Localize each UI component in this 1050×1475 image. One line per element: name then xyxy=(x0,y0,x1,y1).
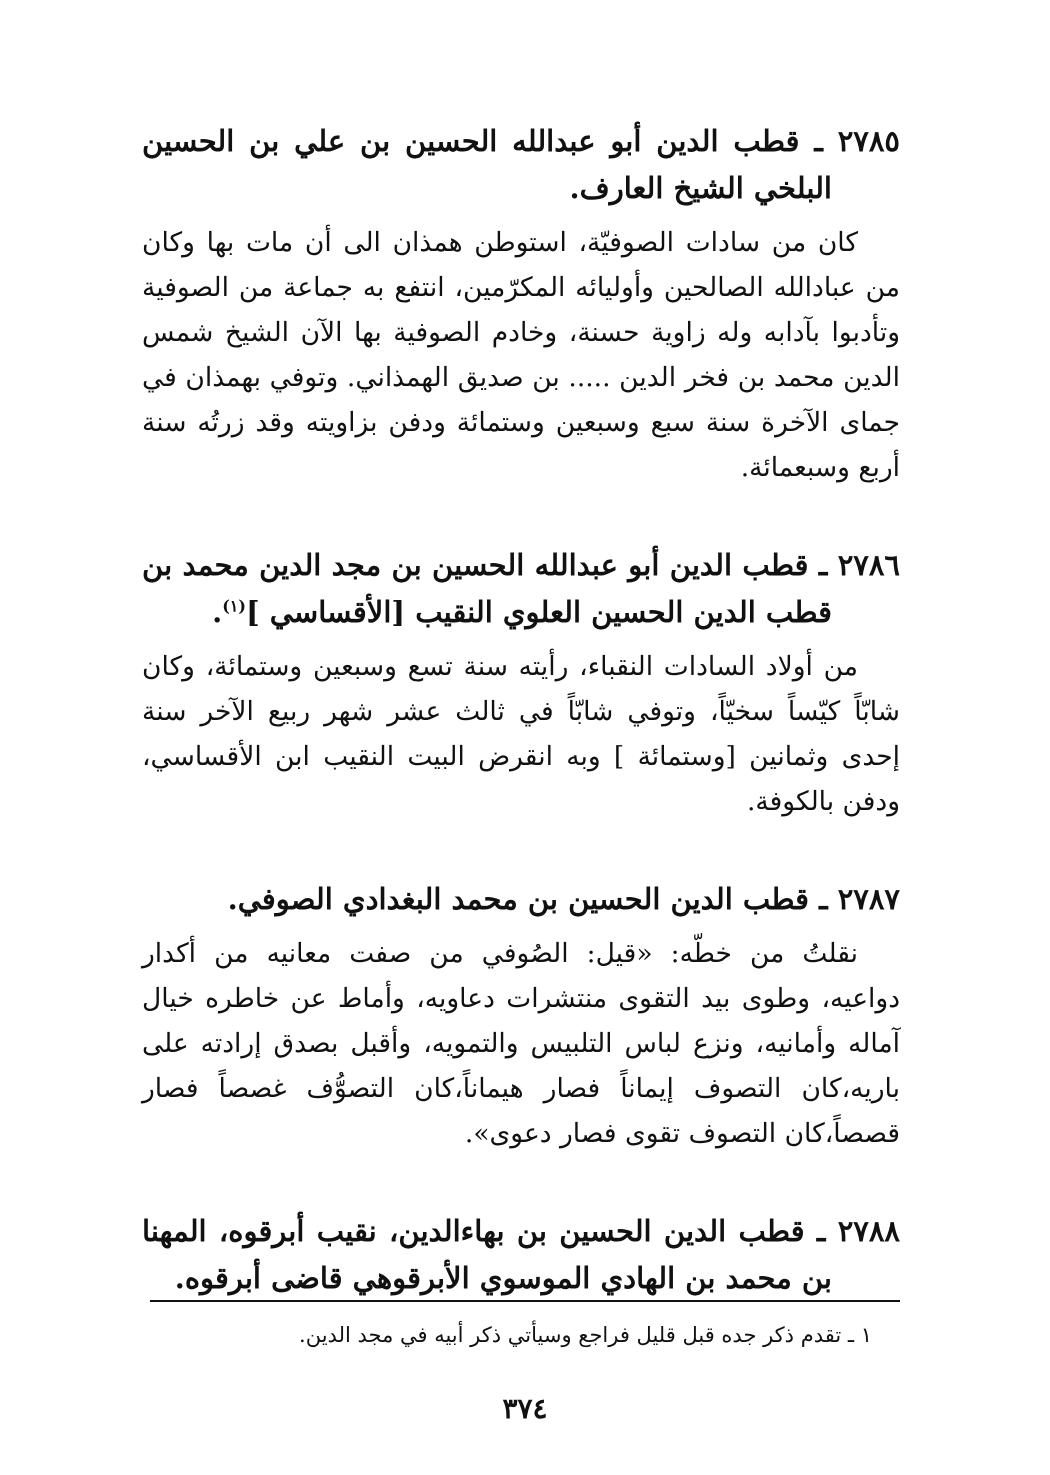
entry-body: نقلتُ من خطّه: «قيل: الصُوفي من صفت معانيه من أكدار دواعيه، وطوى بيد التقوى منتشرات دعاويه، وأماط عن خاطره خيال آماله وأمانيه، ونزع لباس التلبيس والتمويه، وأقبل بصدق إرادته على باريه،كان التصوف إيماناً فصار هيماناً،كان التصوُّف غصصاً فصار قصصاً،كان التصوف تقوى فصار دعوى». xyxy=(142,938,900,1149)
footnote-reference: (١) xyxy=(222,596,246,616)
entry-2786 xyxy=(142,542,900,824)
footnote: ١ ـ تقدم ذكر جده قبل قليل فراجع وسيأتي ذكر أبيه في مجد الدين. xyxy=(299,1323,872,1347)
entries xyxy=(142,118,900,1354)
page-number: ٣٧٤ xyxy=(502,1392,548,1425)
entry-body: كان من سادات الصوفيّة، استوطن همذان الى أن مات بها وكان من عبادالله الصالحين وأوليائه المكرّمين، انتفع به جماعة من الصوفية وتأدبوا بآدابه وله زاوية حسنة، وخادم الصوفية بها الآن الشيخ شمس الدين محمد بن فخر الدين ..... بن صديق الهمذاني. وتوفي بهمذان في جماى الآخرة سنة سبع وسبعين وستمائة ودفن بزاويته وقد زرتُه سنة أربع وسبعمائة. xyxy=(142,227,900,483)
entry-2788 xyxy=(142,1208,900,1302)
entry-title xyxy=(142,542,900,636)
entry-title: ٢٧٨٧ ـ قطب الدين الحسين بن محمد البغدادي الصوفي. xyxy=(227,882,900,916)
entry-title: ٢٧٨٥ ـ قطب الدين أبو عبدالله الحسين بن علي بن الحسين البلخي الشيخ العارف. xyxy=(142,124,900,205)
entry-2785 xyxy=(142,118,900,490)
entry-body: من أولاد السادات النقباء، رأيته سنة تسع وسبعين وستمائة، وكان شابّاً كيّساً سخيّاً، وتوفي شابّاً في ثالث عشر شهر ربيع الآخر سنة إحدى وثمانين [وستمائة ] وبه انقرض البيت النقيب ابن الأقساسي، ودفن بالكوفة. xyxy=(142,651,900,817)
entry-title-end: . xyxy=(212,595,223,629)
entry-2787 xyxy=(142,876,900,1156)
footnote-divider xyxy=(150,1300,900,1302)
entry-title-text: ٢٧٨٦ ـ قطب الدين أبو عبدالله الحسين بن مجد الدين محمد بن قطب الدين الحسين العلوي النقيب [الأقساسي ] xyxy=(142,548,900,629)
entry-title: ٢٧٨٨ ـ قطب الدين الحسين بن بهاءالدين، نقيب أبرقوه، المهنا بن محمد بن الهادي الموسوي الأبرقوهي قاضى أبرقوه. xyxy=(142,1214,900,1295)
